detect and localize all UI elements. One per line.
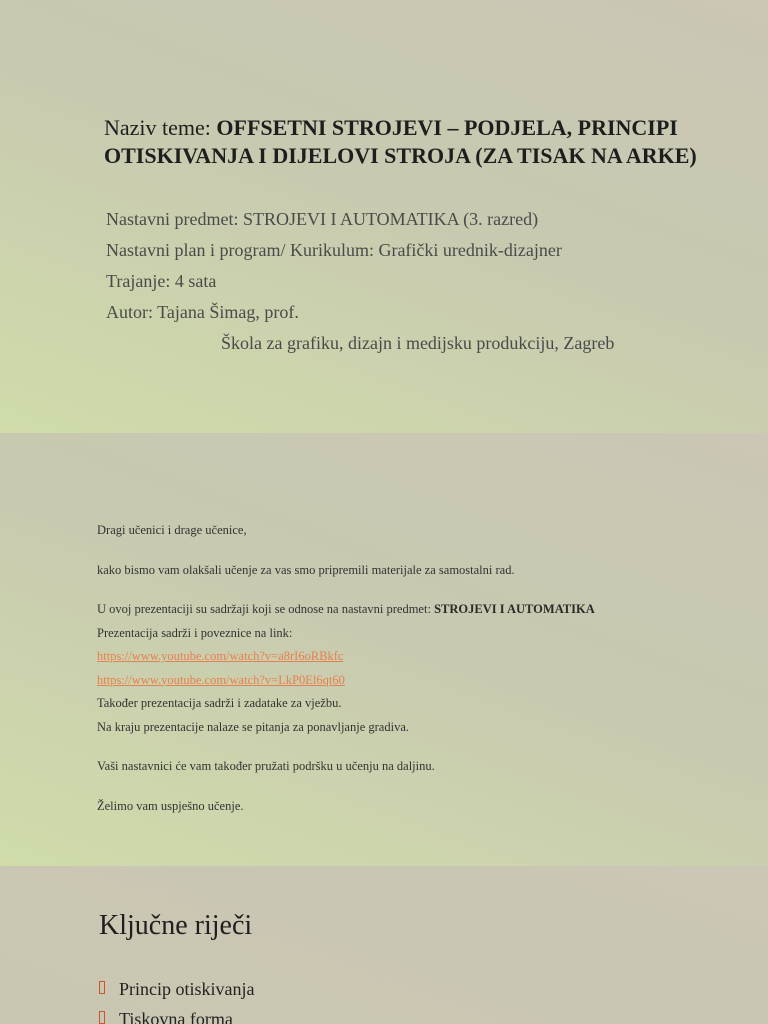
bullet-icon <box>99 1011 105 1024</box>
tasks-line: Također prezentacija sadrži i zadatake za vježbu. <box>97 696 342 710</box>
youtube-link-2[interactable]: https://www.youtube.com/watch?v=LkP0El6qt60 <box>97 672 345 687</box>
topic-label: Naziv teme: <box>104 115 217 140</box>
keywords-title: Ključne riječi <box>99 910 253 941</box>
list-item <box>99 974 254 1004</box>
subject-prefix: U ovoj prezentaciji su sadržaji koji se odnose na nastavni predmet: <box>97 602 435 616</box>
questions-line: Na kraju prezentacije nalaze se pitanja za ponavljanje gradiva. <box>97 719 409 734</box>
topic-title <box>104 114 744 170</box>
support-line: Vaši nastavnici će vam također pružati podršku u učenju na daljinu. <box>97 759 435 773</box>
subject-paragraph <box>97 598 717 622</box>
slide-intro <box>0 433 768 866</box>
intro-paragraph: kako bismo vam olakšali učenje za vas smo pripremili materijale za samostalni rad. <box>97 562 515 577</box>
curriculum-line: Nastavni plan i program/ Kurikulum: Grafički urednik-dizajner <box>106 240 562 260</box>
course-info <box>106 204 726 359</box>
subject-line: Nastavni predmet: STROJEVI I AUTOMATIKA (3. razred) <box>106 209 539 229</box>
greeting: Dragi učenici i drage učenice, <box>97 523 247 537</box>
bullet-icon <box>99 981 105 994</box>
closing-line: Želimo vam uspješno učenje. <box>97 798 244 813</box>
links-intro: Prezentacija sadrži i poveznice na link: <box>97 625 293 640</box>
topic-value: OFFSETNI STROJEVI – PODJELA, PRINCIPI OTISKIVANJA I DIJELOVI STROJA (ZA TISAK NA ARKE) <box>104 115 697 168</box>
slide-title <box>0 0 768 433</box>
keyword-label: Tiskovna forma <box>119 1009 233 1024</box>
slide-keywords <box>0 866 768 1024</box>
school-line: Škola za grafiku, dizajn i medijsku produkciju, Zagreb <box>221 333 615 353</box>
duration-line: Trajanje: 4 sata <box>106 271 217 291</box>
subject-name: STROJEVI I AUTOMATIKA <box>434 602 595 616</box>
youtube-link-1[interactable]: https://www.youtube.com/watch?v=a8rI6oRBkfc <box>97 649 344 663</box>
author-line: Autor: Tajana Šimag, prof. <box>106 302 299 322</box>
list-item <box>99 1004 254 1024</box>
keywords-list <box>99 974 254 1024</box>
intro-text <box>97 519 717 818</box>
keyword-label: Princip otiskivanja <box>119 979 255 999</box>
